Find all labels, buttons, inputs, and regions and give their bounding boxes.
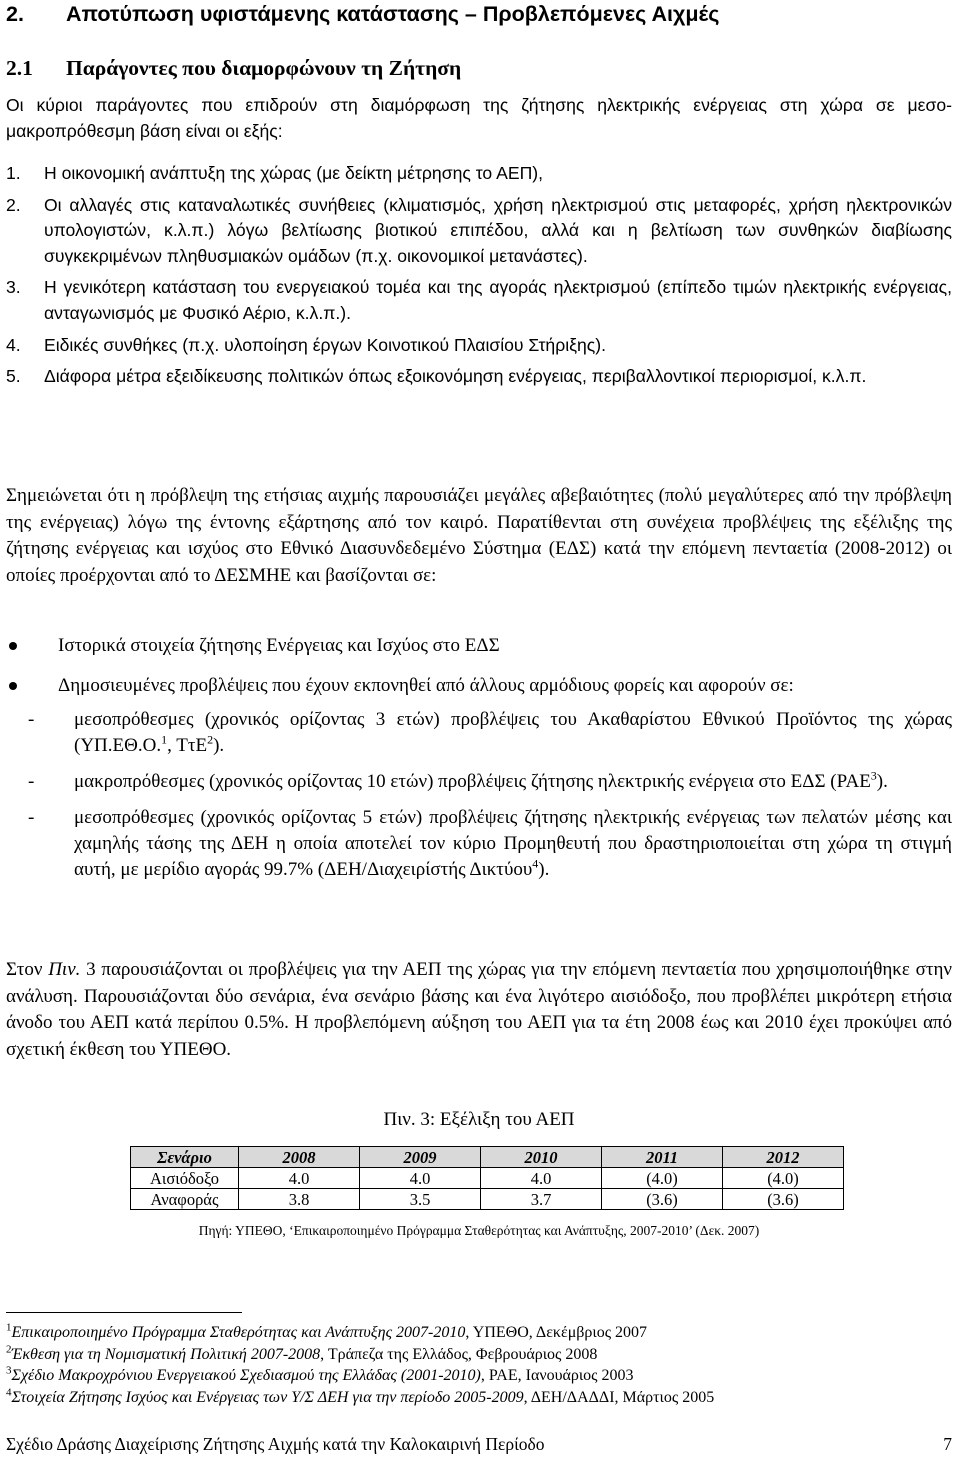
list-item: 2. Οι αλλαγές στις καταναλωτικές συνήθειες (κλιματισμός, χρήση ηλεκτρισμού στις μεταφορές, χρήση ηλεκτρονικών υπολογιστών, κ.λ.π.) λόγω βελτίωσης βιοτικού επιπέδου, αλλά και η βελτίωση των συνθηκών διαβίωσης συγκεκριμένων πληθυσμιακών ομάδων (π.χ. οικονομικοί μετανάστες).	[6, 194, 952, 266]
table-cell: 4.0	[481, 1168, 602, 1189]
table-cell: Αναφοράς	[131, 1189, 239, 1210]
table-cell: 3.7	[481, 1189, 602, 1210]
list-item: Δημοσιευμένες προβλέψεις που έχουν εκπονηθεί από άλλους αρμόδιους φορείς και αφορούν σε:	[6, 673, 952, 699]
footnote-ref[interactable]: 4	[532, 856, 539, 871]
table-cell: (3.6)	[602, 1189, 723, 1210]
page-number: 7	[943, 1434, 952, 1454]
table-cell: 3.8	[239, 1189, 360, 1210]
table-header-cell: 2010	[481, 1147, 602, 1168]
list-item: 1. Η οικονομική ανάπτυξη της χώρας (με δείκτη μέτρησης το ΑΕΠ),	[6, 163, 544, 183]
table-row	[131, 1189, 844, 1210]
table-header-row	[131, 1147, 844, 1168]
forecast-sources-list	[6, 707, 952, 883]
table-cell: (3.6)	[723, 1189, 844, 1210]
list-item: 3. Η γενικότερη κατάσταση του ενεργειακού τομέα και της αγοράς ηλεκτρισμού (επίπεδο τιμών ηλεκτρικής ενέργειας, ανταγωνισμός με Φυσικό Αέριο, κ.λ.π.).	[6, 277, 952, 323]
table-cell: Αισιόδοξο	[131, 1168, 239, 1189]
footnote-ref[interactable]: 3	[870, 768, 877, 783]
bullet-icon	[6, 633, 58, 659]
subsection-heading: 2.1 Παράγοντες που διαμορφώνουν τη Ζήτηση	[6, 56, 462, 80]
table-header-cell: 2008	[239, 1147, 360, 1168]
footnote-ref[interactable]: 1	[161, 732, 168, 747]
factors-list	[6, 161, 952, 390]
footnote: $^3$Σχέδιο Μακροχρόνιου Ενεργειακού Σχεδιασμού της Ελλάδας (2001-2010), ΡΑΕ, Ιανουάριος 2003	[6, 1364, 634, 1384]
table-caption: Πιν. 3: Εξέλιξη του ΑΕΠ	[383, 1109, 575, 1130]
footnotes	[6, 1322, 952, 1408]
forecast-paragraph: Σημειώνεται ότι η πρόβλεψη της ετήσιας αιχμής παρουσιάζει μεγάλες αβεβαιότητες (πολύ μεγαλύτερες από την πρόβλεψη της ενέργειας) λόγω της έντονης εξάρτησης από τον καιρό. Παρατίθενται στη συνέχεια προβλέψεις της εξέλιξης της ζήτησης ενέργειας και ισχύος στο Εθνικό Διασυνδεδεμένο Σύστημα (ΕΔΣ) κατά την επόμενη πενταετία (2008-2012) οι οποίες προέρχονται από το ΔΕΣΜΗΕ και βασίζονται σε:	[6, 485, 952, 586]
table-cell: 4.0	[360, 1168, 481, 1189]
table-header-cell: 2009	[360, 1147, 481, 1168]
intro-paragraph: Οι κύριοι παράγοντες που επιδρούν στη διαμόρφωση της ζήτησης ηλεκτρικής ενέργειας στη χώρα σε μεσο-μακροπρόθεσμη βάση είναι οι εξής:	[6, 95, 952, 141]
table-header-cell: Σενάριο	[131, 1147, 239, 1168]
footnote: $^2$Έκθεση για τη Νομισματική Πολιτική 2007-2008, Τράπεζα της Ελλάδος, Φεβρουάριος 2008	[6, 1343, 598, 1363]
table-header-cell: 2011	[602, 1147, 723, 1168]
footnote-ref[interactable]: 2	[207, 732, 214, 747]
list-item: 5. Διάφορα μέτρα εξειδίκευσης πολιτικών όπως εξοικονόμηση ενέργειας, περιβαλλοντικοί περιορισμοί, κ.λ.π.	[6, 366, 867, 387]
table-header-cell: 2012	[723, 1147, 844, 1168]
footnote-divider	[6, 1312, 242, 1313]
table-cell: (4.0)	[723, 1168, 844, 1189]
section-heading: 2. Αποτύπωση υφιστάμενης κατάστασης – Προβλεπόμενες Αιχμές	[6, 2, 720, 26]
bullet-icon	[6, 673, 58, 699]
page-footer	[6, 1432, 952, 1458]
list-item: - μακροπρόθεσμες (χρονικός ορίζοντας 10 ετών) προβλέψεις ζήτησης ηλεκτρικής ενέργεια στο ΕΔΣ (ΡΑΕ$^3$).	[28, 768, 888, 792]
footnote: $^4$Στοιχεία Ζήτησης Ισχύος και Ενέργειας των Υ/Σ ΔΕΗ για την περίοδο 2005-2009, ΔΕΗ/ΔΑΔΔΙ, Μάρτιος 2005	[6, 1386, 715, 1406]
gdp-paragraph: Στον Πιν. 3 παρουσιάζονται οι προβλέψεις για την ΑΕΠ της χώρας για την επόμενη πενταετία που χρησιμοποιήθηκε στην ανάλυση. Παρουσιάζονται δύο σενάρια, ένα σενάριο βάσης και ένα λιγότερο αισιόδοξο, που προβλέπει μικρότερη ετήσια άνοδο του ΑΕΠ κατά περίπου 0.5%. Η προβλεπόμενη αύξηση του ΑΕΠ για τα έτη 2008 έως και 2010 έχει προκύψει από σχετική έκθεση του ΥΠΕΘΟ.	[6, 959, 952, 1060]
list-item: - μεσοπρόθεσμες (χρονικός ορίζοντας 3 ετών) προβλέψεις του Ακαθαρίστου Εθνικού Προϊόντος της χώρας (ΥΠ.ΕΘ.Ο.$^1$, ΤτΕ$^2$).	[28, 709, 952, 756]
table-reference: Πιν.	[48, 959, 81, 980]
table-cell: 3.5	[360, 1189, 481, 1210]
table-source: Πηγή: ΥΠΕΘΟ, ‘Επικαιροποιημένο Πρόγραμμα Σταθερότητας και Ανάπτυξης, 2007-2010’ (Δεκ. 2007)	[198, 1223, 760, 1238]
footnote: $^1$Επικαιροποιημένο Πρόγραμμα Σταθερότητας και Ανάπτυξης 2007-2010, ΥΠΕΘΟ, Δεκέμβριος 2007	[6, 1321, 648, 1341]
source-bullets	[6, 633, 952, 698]
list-item: - μεσοπρόθεσμες (χρονικός ορίζοντας 5 ετών) προβλέψεις ζήτησης ηλεκτρικής ενέργειας των πελατών μέσης και χαμηλής τάσης της ΔΕΗ η οποία αποτελεί τον κύριο Προμηθευτή που δραστηριοποιείται στη χώρα τη στιγμή αυτή, με μερίδιο αγοράς 99.7% (ΔΕΗ/Διαχειρίστής Δικτύου$^4$).	[28, 807, 952, 880]
list-item: 4. Ειδικές συνθήκες (π.χ. υλοποίηση έργων Κοινοτικού Πλαισίου Στήριξης).	[6, 334, 606, 355]
footer-title: Σχέδιο Δράσης Διαχείρισης Ζήτησης Αιχμής κατά την Καλοκαιρινή Περίοδο	[6, 1434, 545, 1454]
table-cell: (4.0)	[602, 1168, 723, 1189]
table-row	[131, 1168, 844, 1189]
gdp-table	[130, 1146, 844, 1210]
table-cell: 4.0	[239, 1168, 360, 1189]
list-item: Ιστορικά στοιχεία ζήτησης Ενέργειας και Ισχύος στο ΕΔΣ	[6, 633, 952, 659]
